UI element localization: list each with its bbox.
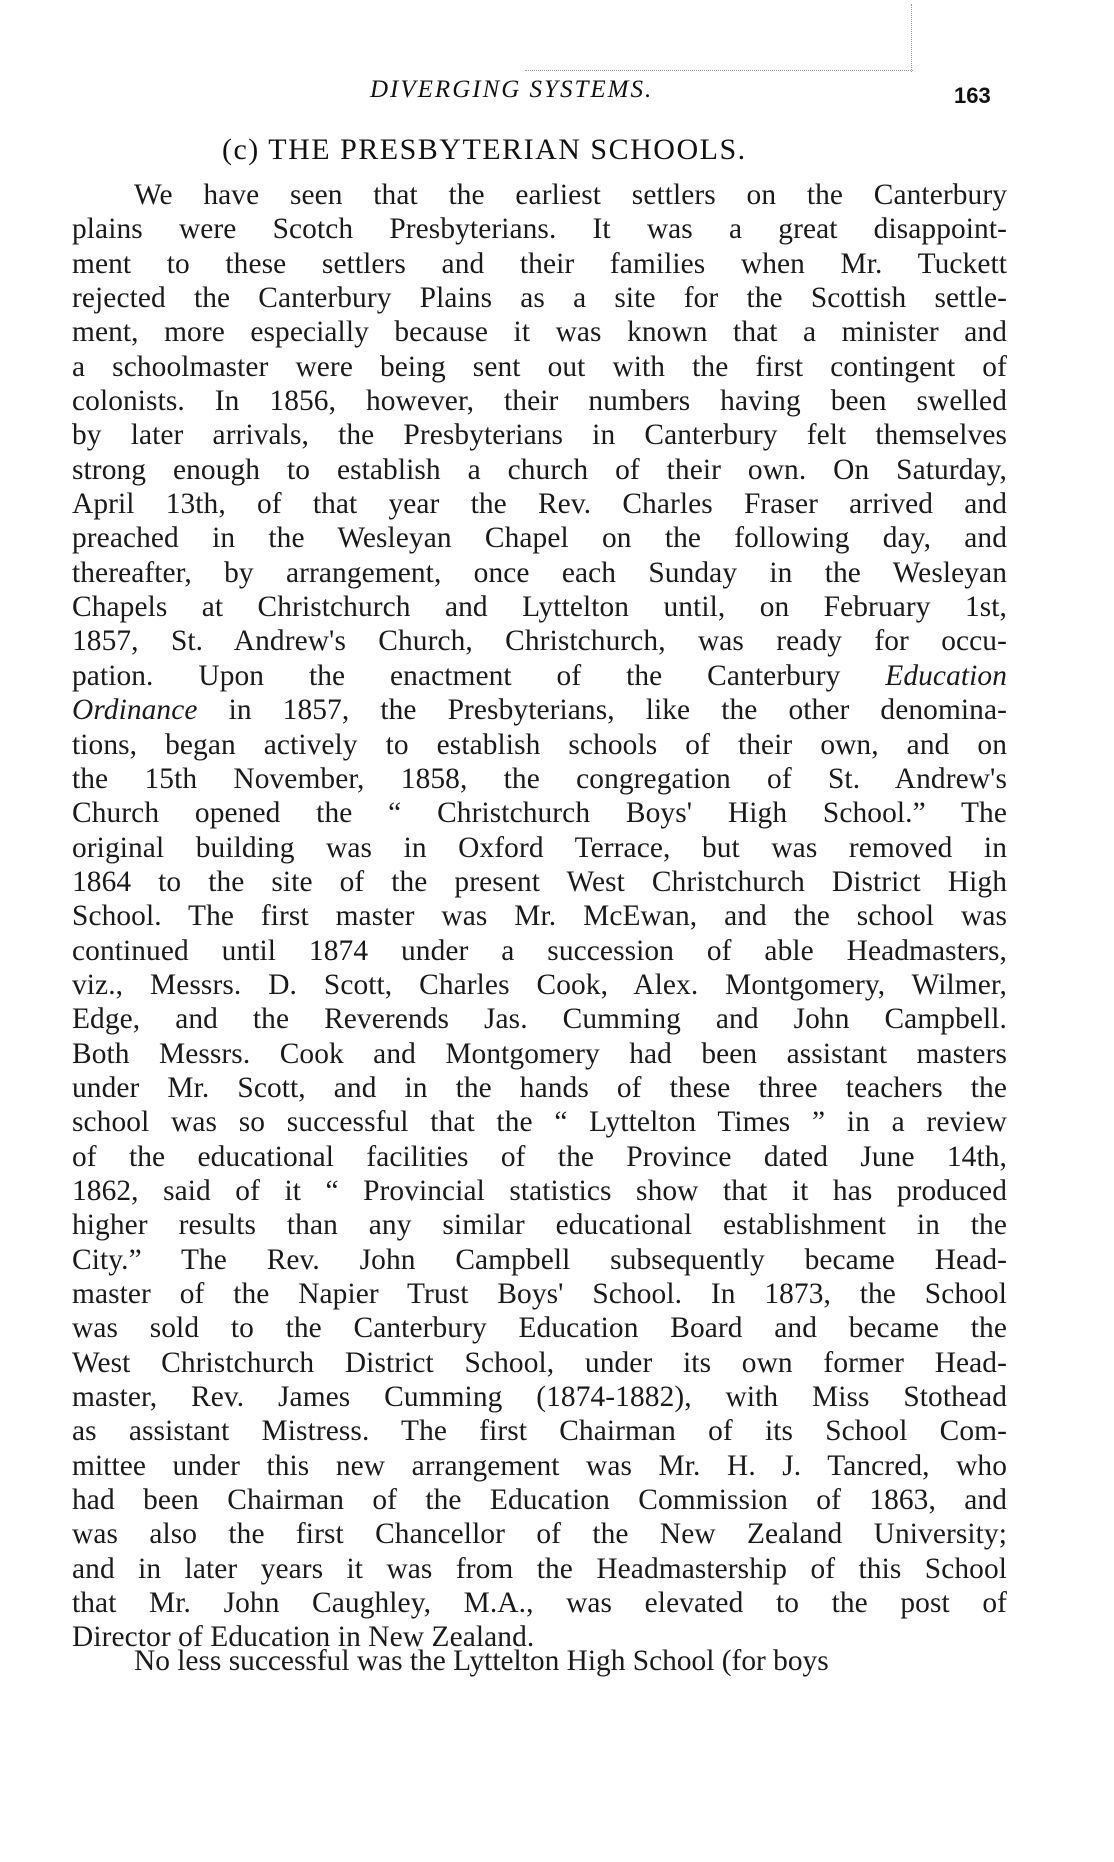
text-line: was sold to the Canterbury Education Board and became the — [72, 1312, 1007, 1345]
paragraph-1 — [72, 178, 1007, 1655]
text-line: the 15th November, 1858, the congregation of St. Andrew's — [72, 762, 1007, 795]
text-line: preached in the Wesleyan Chapel on the following day, and — [72, 522, 1007, 555]
text-line: We have seen that the earliest settlers on the Canterbury — [134, 179, 1007, 211]
text-line: Edge, and the Reverends Jas. Cumming and John Campbell. — [72, 1003, 1007, 1036]
text-line: Both Messrs. Cook and Montgomery had been assistant masters — [72, 1037, 1007, 1070]
text-line: plains were Scotch Presbyterians. It was a great disappoint- — [72, 213, 1007, 246]
text-line: that Mr. John Caughley, M.A., was elevated to the post of — [72, 1587, 1007, 1620]
text-line: ment, more especially because it was known that a minister and — [72, 316, 1007, 349]
text-line: Church opened the “ Christchurch Boys' High School.” The — [72, 797, 1007, 830]
text-line: by later arrivals, the Presbyterians in Canterbury felt themselves — [72, 419, 1007, 452]
text-line: higher results than any similar educational establishment in the — [72, 1209, 1007, 1242]
text-line: and in later years it was from the Headmastership of this School — [72, 1552, 1007, 1585]
text-line: School. The first master was Mr. McEwan, and the school was — [72, 900, 1007, 933]
italic-education: Education — [885, 659, 1007, 692]
text-line: school was so successful that the “ Lyttelton Times ” in a review — [72, 1106, 1007, 1139]
text-line: ment to these settlers and their families when Mr. Tuckett — [72, 247, 1007, 280]
text-line: 1864 to the site of the present West Christchurch District High — [72, 865, 1007, 898]
scan-artifact-line — [525, 70, 913, 71]
text-line: 1857, St. Andrew's Church, Christchurch, was ready for occu- — [72, 625, 1007, 658]
text-line: original building was in Oxford Terrace, but was removed in — [72, 831, 1007, 864]
text-line: Director of Education in New Zealand. — [72, 1621, 535, 1654]
text-line: tions, began actively to establish schools of their own, and on — [72, 728, 1007, 761]
text-fragment: in 1857, the Presbyterians, like the other denomina- — [228, 694, 1007, 727]
text-line: mittee under this new arrangement was Mr. H. J. Tancred, who — [72, 1449, 1007, 1482]
paragraph-2 — [72, 1644, 1007, 1678]
text-line: colonists. In 1856, however, their numbers having been swelled — [72, 385, 1007, 418]
text-line: of the educational facilities of the Province dated June 14th, — [72, 1140, 1007, 1173]
text-line: as assistant Mistress. The first Chairman of its School Com- — [72, 1415, 1007, 1448]
text-line: under Mr. Scott, and in the hands of these three teachers the — [72, 1071, 1007, 1104]
section-heading: (c) THE PRESBYTERIAN SCHOOLS. — [222, 133, 747, 166]
running-head: DIVERGING SYSTEMS. — [370, 76, 654, 103]
text-line: was also the first Chancellor of the New Zealand University; — [72, 1518, 1007, 1551]
text-line: City.” The Rev. John Campbell subsequently became Head- — [72, 1243, 1007, 1276]
text-line: continued until 1874 under a succession of able Headmasters, — [72, 934, 1007, 967]
text-line: a schoolmaster were being sent out with the first contingent of — [72, 350, 1007, 383]
text-line: viz., Messrs. D. Scott, Charles Cook, Alex. Montgomery, Wilmer, — [72, 968, 1007, 1001]
text-line: 1862, said of it “ Provincial statistics show that it has produced — [72, 1174, 1007, 1207]
text-line: Chapels at Christchurch and Lyttelton until, on February 1st, — [72, 591, 1007, 624]
text-line: April 13th, of that year the Rev. Charles Fraser arrived and — [72, 488, 1007, 521]
text-line: master of the Napier Trust Boys' School. In 1873, the School — [72, 1278, 1007, 1310]
text-line: West Christchurch District School, under its own former Head- — [72, 1346, 1007, 1379]
page-number: 163 — [954, 83, 991, 108]
text-line: No less successful was the Lyttelton High School (for boys — [134, 1645, 829, 1677]
scan-artifact-mark — [525, 4, 915, 76]
italic-ordinance: Ordinance — [72, 694, 198, 727]
text-fragment: pation. Upon the enactment of the Canterbury — [72, 659, 841, 692]
scan-artifact-vertical — [911, 4, 912, 72]
text-line: master, Rev. James Cumming (1874-1882), with Miss Stothead — [72, 1381, 1007, 1414]
text-line: thereafter, by arrangement, once each Sunday in the Wesleyan — [72, 556, 1007, 589]
text-line: strong enough to establish a church of their own. On Saturday, — [72, 453, 1007, 486]
text-line: had been Chairman of the Education Commission of 1863, and — [72, 1484, 1007, 1517]
text-line: rejected the Canterbury Plains as a site for the Scottish settle- — [72, 282, 1007, 315]
text-line-with-italic — [72, 659, 1007, 693]
text-line-with-italic — [72, 693, 1007, 727]
